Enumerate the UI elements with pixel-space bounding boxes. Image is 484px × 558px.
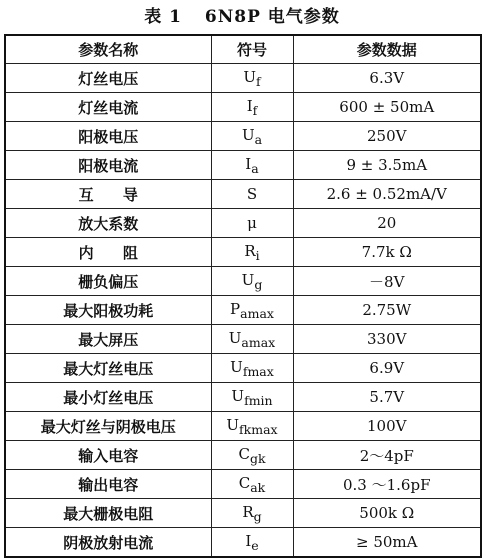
caption-number: 表 1 xyxy=(144,7,182,27)
symbol-letter: U xyxy=(230,357,243,376)
symbol-subscript: amax xyxy=(241,334,276,350)
caption-title: 6N8P 电气参数 xyxy=(204,7,340,27)
parameter-value-cell: ≥ 50mA xyxy=(293,528,481,558)
symbol-subscript: g xyxy=(253,508,262,524)
header-row xyxy=(5,35,481,64)
table-row xyxy=(5,412,481,441)
table-row xyxy=(5,296,481,325)
parameter-name-cell: 最小灯丝电压 xyxy=(5,383,211,412)
parameter-name-cell: 输出电容 xyxy=(5,470,211,499)
parameter-name-cell: 最大栅极电阻 xyxy=(5,499,211,528)
symbol-subscript: fmax xyxy=(242,363,274,379)
symbol-subscript: gk xyxy=(249,450,266,466)
symbol-letter: U xyxy=(241,125,255,144)
symbol-cell xyxy=(211,122,293,151)
parameter-value-cell: －8V xyxy=(293,267,481,296)
parameter-value-cell: 100V xyxy=(293,412,481,441)
parameter-value-cell: 7.7k Ω xyxy=(293,238,481,267)
parameter-name-cell: 阳极电流 xyxy=(5,151,211,180)
header-parameter-name: 参数名称 xyxy=(5,35,211,64)
parameter-value-cell: 9 ± 3.5mA xyxy=(293,151,481,180)
symbol-cell xyxy=(211,354,293,383)
parameter-name-cell: 互 导 xyxy=(5,180,211,209)
parameter-table xyxy=(4,34,482,558)
symbol-subscript: amax xyxy=(240,305,274,321)
table-row xyxy=(5,151,481,180)
symbol-subscript: ak xyxy=(250,479,266,495)
symbol-cell xyxy=(211,267,293,296)
parameter-value-cell: 5.7V xyxy=(293,383,481,412)
table-row xyxy=(5,180,481,209)
table-row xyxy=(5,122,481,151)
symbol-letter: I xyxy=(245,154,252,173)
symbol-cell xyxy=(211,441,293,470)
table-row xyxy=(5,383,481,412)
parameter-name-cell: 内 阻 xyxy=(5,238,211,267)
parameter-value-cell: 0.3 ～1.6pF xyxy=(293,470,481,499)
table-row xyxy=(5,325,481,354)
table-body xyxy=(5,64,481,558)
parameter-name-cell: 灯丝电压 xyxy=(5,64,211,93)
symbol-cell xyxy=(211,238,293,267)
symbol-letter: R xyxy=(244,241,256,260)
parameter-value-cell: 2.75W xyxy=(293,296,481,325)
table-row xyxy=(5,499,481,528)
symbol-cell xyxy=(211,296,293,325)
parameter-value-cell: 500k Ω xyxy=(293,499,481,528)
symbol-cell xyxy=(211,180,293,209)
symbol-subscript: g xyxy=(254,276,263,292)
table-row xyxy=(5,64,481,93)
parameter-name-cell: 最大灯丝与阴极电压 xyxy=(5,412,211,441)
symbol-letter: I xyxy=(246,96,253,115)
symbol-letter: R xyxy=(242,502,254,521)
parameter-name-cell: 输入电容 xyxy=(5,441,211,470)
symbol-letter: S xyxy=(246,185,258,203)
table-row xyxy=(5,441,481,470)
symbol-letter: I xyxy=(245,531,252,550)
parameter-name-cell: 阳极电压 xyxy=(5,122,211,151)
symbol-subscript: a xyxy=(251,160,259,176)
parameter-name-cell: 放大系数 xyxy=(5,209,211,238)
parameter-name-cell: 最大阳极功耗 xyxy=(5,296,211,325)
parameter-value-cell: 6.3V xyxy=(293,64,481,93)
table-row xyxy=(5,354,481,383)
symbol-cell xyxy=(211,151,293,180)
parameter-name-cell: 阴极放射电流 xyxy=(5,528,211,558)
header-parameter-value: 参数数据 xyxy=(293,35,481,64)
symbol-letter: μ xyxy=(247,214,257,232)
parameter-value-cell: 2.6 ± 0.52mA/V xyxy=(293,180,481,209)
table-row xyxy=(5,470,481,499)
symbol-cell xyxy=(211,499,293,528)
symbol-cell xyxy=(211,93,293,122)
parameter-name-cell: 灯丝电流 xyxy=(5,93,211,122)
symbol-subscript: a xyxy=(254,131,263,147)
symbol-cell xyxy=(211,470,293,499)
parameter-value-cell: 2～4pF xyxy=(293,441,481,470)
symbol-letter: U xyxy=(228,328,242,347)
symbol-letter: U xyxy=(231,386,245,405)
parameter-value-cell: 6.9V xyxy=(293,354,481,383)
parameter-value-cell: 600 ± 50mA xyxy=(293,93,481,122)
symbol-subscript: f xyxy=(252,102,258,118)
symbol-subscript: f xyxy=(256,73,261,89)
table-caption xyxy=(0,4,484,30)
symbol-letter: U xyxy=(241,270,255,289)
symbol-letter: C xyxy=(238,444,250,463)
symbol-subscript: i xyxy=(255,247,260,263)
symbol-cell xyxy=(211,383,293,412)
symbol-subscript: fmin xyxy=(244,392,273,408)
table-row xyxy=(5,93,481,122)
symbol-cell xyxy=(211,209,293,238)
symbol-cell xyxy=(211,325,293,354)
symbol-letter: U xyxy=(243,67,256,86)
parameter-value-cell: 330V xyxy=(293,325,481,354)
parameter-value-cell: 20 xyxy=(293,209,481,238)
header-symbol: 符号 xyxy=(211,35,293,64)
parameter-value-cell: 250V xyxy=(293,122,481,151)
parameter-name-cell: 最大灯丝电压 xyxy=(5,354,211,383)
table-row xyxy=(5,209,481,238)
symbol-cell xyxy=(211,412,293,441)
symbol-letter: U xyxy=(226,415,240,434)
symbol-letter: C xyxy=(238,473,251,492)
parameter-name-cell: 栅负偏压 xyxy=(5,267,211,296)
table-row xyxy=(5,267,481,296)
symbol-subscript: e xyxy=(251,537,259,553)
symbol-subscript: fkmax xyxy=(239,421,278,437)
parameter-name-cell: 最大屏压 xyxy=(5,325,211,354)
symbol-letter: P xyxy=(230,299,241,318)
symbol-cell xyxy=(211,64,293,93)
table-row xyxy=(5,238,481,267)
